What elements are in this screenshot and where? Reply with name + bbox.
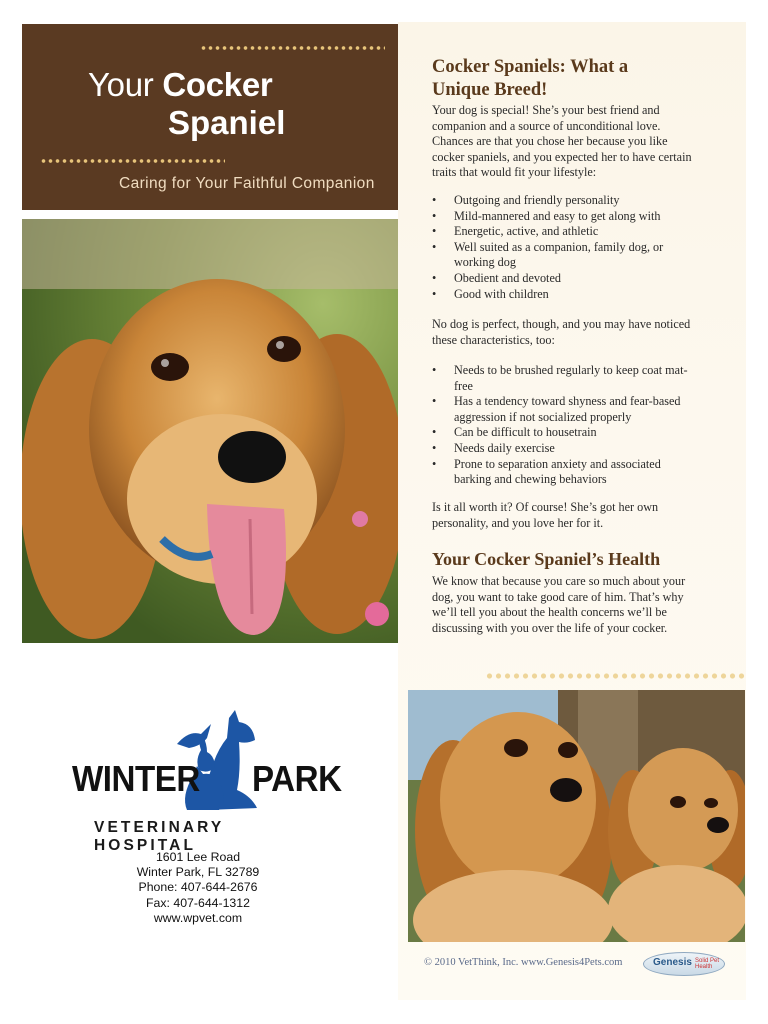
health-line: dog, you want to take good care of him. That’s why bbox=[432, 589, 684, 604]
genesis-badge-text: Genesis bbox=[653, 957, 692, 968]
banner-title-line1 bbox=[88, 66, 272, 104]
address-city: Winter Park, FL 32789 bbox=[136, 865, 260, 880]
puppies-photo bbox=[408, 690, 745, 942]
imperfect-line: No dog is perfect, though, and you may have noticed bbox=[432, 317, 691, 331]
list-item-text: Energetic, active, and athletic bbox=[454, 224, 599, 239]
list-item-text: Mild-mannered and easy to get along with bbox=[454, 208, 661, 223]
winter-park-logo bbox=[72, 710, 342, 854]
logo-subtitle: VETERINARY HOSPITAL bbox=[94, 819, 225, 854]
health-paragraph bbox=[432, 574, 712, 636]
bullet-icon: • bbox=[432, 440, 437, 455]
intro-heading-line1: Cocker Spaniels: What a bbox=[432, 57, 629, 77]
intro-line: Your dog is special! She’s your best friend and bbox=[432, 103, 660, 117]
list-item-text: working dog bbox=[454, 255, 516, 270]
worth-line: personality, and you love her for it. bbox=[432, 515, 604, 530]
banner-subtitle: Caring for Your Faithful Companion bbox=[119, 175, 375, 192]
list-item bbox=[432, 224, 712, 240]
address-phone: Phone: 407-644-2676 bbox=[138, 880, 258, 895]
list-item-text: Outgoing and friendly personality bbox=[454, 193, 620, 207]
decorative-dots-bottom bbox=[40, 157, 225, 165]
intro-line: cocker spaniels, and you expected her to have certain bbox=[432, 149, 692, 164]
genesis-badge-logo bbox=[643, 952, 725, 976]
list-item bbox=[432, 240, 712, 271]
address-street: 1601 Lee Road bbox=[155, 850, 241, 864]
logo-word-park: PARK bbox=[252, 758, 342, 799]
bullet-icon: • bbox=[432, 224, 437, 239]
list-item bbox=[432, 271, 712, 287]
bullet-icon: • bbox=[432, 394, 437, 409]
decorative-dots-top bbox=[200, 44, 385, 52]
banner-title-line2: Spaniel bbox=[168, 104, 286, 141]
decorative-dots-right bbox=[485, 670, 745, 682]
banner-title-light: Your bbox=[88, 66, 154, 103]
bullet-icon: • bbox=[432, 239, 437, 254]
health-line: We know that because you care so much about your bbox=[432, 574, 686, 588]
list-item-text: Obedient and devoted bbox=[454, 270, 561, 285]
list-item-text: free bbox=[454, 378, 473, 393]
list-item bbox=[432, 441, 712, 457]
bullet-icon: • bbox=[432, 456, 437, 471]
list-item-text: Good with children bbox=[454, 286, 549, 301]
list-item bbox=[432, 394, 712, 425]
intro-line: Chances are that you chose her because you like bbox=[432, 134, 668, 149]
address-fax: Fax: 407-644-1312 bbox=[146, 895, 250, 910]
list-item-text: aggression if not socialized properly bbox=[454, 409, 632, 424]
list-item-text: Can be difficult to housetrain bbox=[454, 425, 597, 440]
address-website: www.wpvet.com bbox=[153, 910, 243, 925]
cocker-spaniel-illustration bbox=[22, 219, 398, 643]
bullet-icon: • bbox=[432, 425, 437, 440]
imperfect-line: these characteristics, too: bbox=[432, 332, 555, 347]
address-block bbox=[98, 850, 298, 926]
bullet-icon: • bbox=[432, 270, 437, 285]
genesis-badge-tag: Solid Pet Health bbox=[695, 958, 720, 970]
intro-paragraph bbox=[432, 103, 712, 181]
list-item-text: Needs to be brushed regularly to keep coat mat- bbox=[454, 363, 688, 377]
logo-word-winter: WINTER bbox=[72, 758, 200, 799]
list-item bbox=[432, 209, 712, 225]
intro-line: companion and a source of unconditional love. bbox=[432, 118, 661, 133]
bullet-icon: • bbox=[432, 286, 437, 301]
intro-heading bbox=[432, 56, 722, 102]
health-heading: Your Cocker Spaniel’s Health bbox=[432, 549, 661, 569]
list-item-text: Prone to separation anxiety and associated bbox=[454, 456, 661, 471]
bullet-icon: • bbox=[432, 208, 437, 223]
traits-list bbox=[432, 193, 712, 302]
list-item bbox=[432, 457, 712, 488]
list-item bbox=[432, 287, 712, 303]
puppies-illustration bbox=[408, 690, 745, 942]
imperfect-paragraph bbox=[432, 317, 712, 348]
list-item-text: Needs daily exercise bbox=[454, 440, 555, 455]
copyright-footer: © 2010 VetThink, Inc. www.Genesis4Pets.com bbox=[424, 957, 623, 968]
list-item-text: barking and chewing behaviors bbox=[454, 472, 607, 487]
list-item-text: Well suited as a companion, family dog, or bbox=[454, 239, 664, 254]
banner-title-bold: Cocker bbox=[162, 66, 273, 103]
list-item bbox=[432, 193, 712, 209]
bullet-icon: • bbox=[432, 363, 437, 377]
cocker-spaniel-photo bbox=[22, 219, 398, 643]
list-item bbox=[432, 425, 712, 441]
worth-paragraph bbox=[432, 500, 712, 531]
list-item-text: Has a tendency toward shyness and fear-based bbox=[454, 394, 681, 409]
challenges-list bbox=[432, 363, 712, 488]
health-line: discussing with you over the life of your cocker. bbox=[432, 620, 668, 635]
list-item bbox=[432, 363, 712, 394]
intro-line: traits that would fit your lifestyle: bbox=[432, 165, 597, 180]
bullet-icon: • bbox=[432, 193, 437, 207]
intro-heading-line2: Unique Breed! bbox=[432, 80, 548, 100]
worth-line: Is it all worth it? Of course! She’s got her own bbox=[432, 500, 659, 514]
health-line: we’ll tell you about the health concerns we’ll be bbox=[432, 605, 667, 620]
